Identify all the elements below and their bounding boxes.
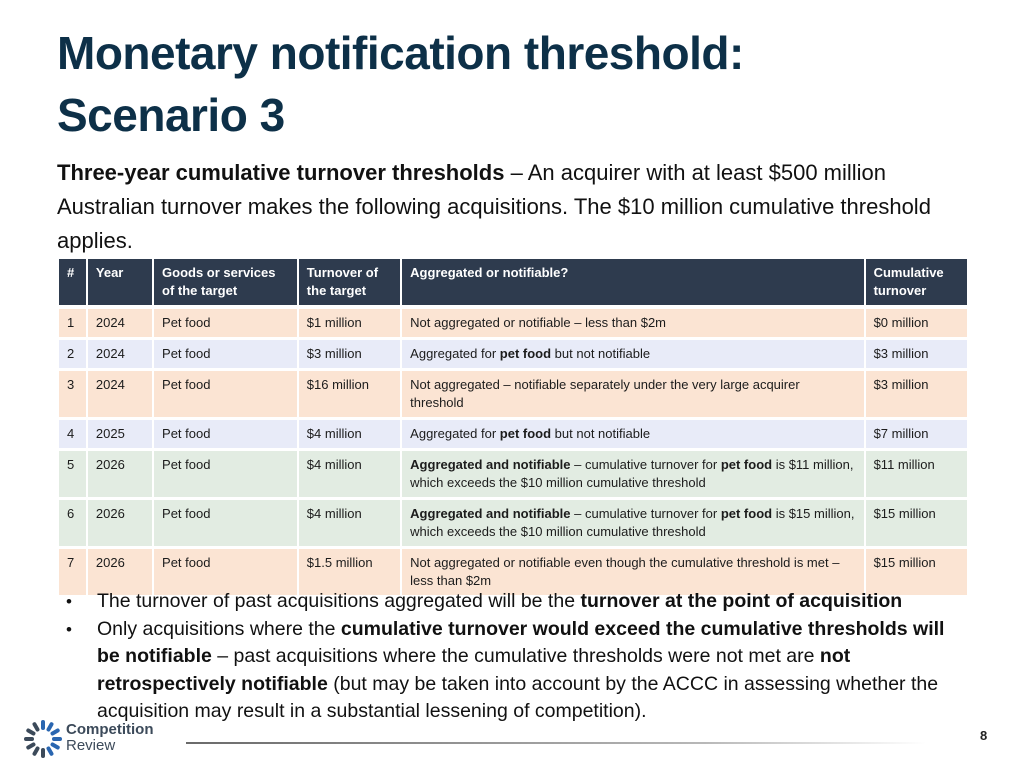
status-text-part: – cumulative turnover for <box>570 506 721 521</box>
bullet-list <box>62 588 962 726</box>
row-number: 5 <box>59 451 86 500</box>
row-goods: Pet food <box>154 500 297 549</box>
table-body <box>59 309 967 598</box>
row-year: 2025 <box>88 420 152 451</box>
row-number: 4 <box>59 420 86 451</box>
row-status <box>402 451 863 500</box>
status-text-part: but not notifiable <box>551 346 651 361</box>
intro-paragraph <box>57 156 977 258</box>
status-text-part: pet food <box>499 426 552 441</box>
row-cumulative: $11 million <box>866 451 967 500</box>
table-row <box>59 500 967 549</box>
column-header: Cumulative turnover <box>866 259 967 309</box>
bullet-item <box>62 588 962 616</box>
row-turnover: $4 million <box>299 420 400 451</box>
row-turnover: $1.5 million <box>299 549 400 598</box>
intro-bold: Three-year cumulative turnover thresholds <box>57 160 505 185</box>
status-text-part: pet food <box>720 457 773 472</box>
column-header: Aggregated or notifiable? <box>402 259 863 309</box>
row-number: 6 <box>59 500 86 549</box>
row-cumulative: $3 million <box>866 371 967 420</box>
column-header: Turnover of the target <box>299 259 400 309</box>
bullet-dot-icon: • <box>66 592 72 611</box>
status-text-part: Not aggregated or notifiable even though the cumulative threshold is met – less than $2m <box>410 555 840 588</box>
row-year: 2024 <box>88 371 152 420</box>
bullet-item <box>62 616 962 726</box>
status-text-part: Aggregated and notifiable <box>410 457 571 472</box>
row-cumulative: $3 million <box>866 340 967 371</box>
row-number: 3 <box>59 371 86 420</box>
status-text-part: Not aggregated – notifiable separately under the very large acquirer threshold <box>410 377 800 410</box>
row-status <box>402 340 863 371</box>
row-goods: Pet food <box>154 309 297 340</box>
row-year: 2026 <box>88 451 152 500</box>
logo-text-line-2: Review <box>66 737 116 754</box>
row-status <box>402 371 863 420</box>
status-text-part: but not notifiable <box>551 426 651 441</box>
status-text-part: is $11 million, which exceeds the $10 million cumulative threshold <box>410 457 854 490</box>
row-goods: Pet food <box>154 340 297 371</box>
title-line-1: Monetary notification threshold: <box>57 27 744 79</box>
intro-text: – An acquirer with at least $500 million Australian turnover makes the following acquisitions. The $10 million cumulative threshold applies. <box>57 160 931 253</box>
row-goods: Pet food <box>154 451 297 500</box>
row-cumulative: $15 million <box>866 549 967 598</box>
logo-text-line-1: Competition <box>66 721 154 738</box>
row-cumulative: $0 million <box>866 309 967 340</box>
row-year: 2026 <box>88 500 152 549</box>
bullet-text-part: The turnover of past acquisitions aggregated will be the <box>97 590 581 612</box>
status-text-part: Aggregated for <box>410 426 500 441</box>
status-text-part: Not aggregated or notifiable – less than $2m <box>410 315 667 330</box>
status-text-part: – cumulative turnover for <box>570 457 721 472</box>
bullet-text-part: cumulative turnover would exceed the cumulative thresholds will be notifiable <box>97 617 945 667</box>
column-header: Year <box>88 259 152 309</box>
column-header: Goods or services of the target <box>154 259 297 309</box>
bullet-dot-icon: • <box>66 619 72 639</box>
table-row <box>59 371 967 420</box>
page-title <box>57 22 997 146</box>
row-cumulative: $7 million <box>866 420 967 451</box>
row-status <box>402 420 863 451</box>
page-number: 8 <box>980 728 988 743</box>
row-status <box>402 309 863 340</box>
title-line-2: Scenario 3 <box>57 89 285 141</box>
status-text-part: is $15 million, which exceeds the $10 million cumulative threshold <box>410 506 855 539</box>
row-turnover: $4 million <box>299 451 400 500</box>
competition-review-logo <box>24 718 154 758</box>
table-row <box>59 420 967 451</box>
row-goods: Pet food <box>154 371 297 420</box>
row-number: 1 <box>59 309 86 340</box>
row-number: 7 <box>59 549 86 598</box>
table-row <box>59 451 967 500</box>
row-turnover: $4 million <box>299 500 400 549</box>
row-goods: Pet food <box>154 549 297 598</box>
bullet-text-part: not retrospectively notifiable <box>97 645 851 695</box>
row-year: 2024 <box>88 309 152 340</box>
bullet-text-part: Only acquisitions where the <box>97 617 341 640</box>
row-year: 2026 <box>88 549 152 598</box>
column-header: # <box>59 259 86 309</box>
row-status <box>402 500 863 549</box>
status-text-part: pet food <box>720 506 773 521</box>
row-goods: Pet food <box>154 420 297 451</box>
bullet-text-part: – past acquisitions where the cumulative thresholds were not met are <box>211 645 820 667</box>
row-year: 2024 <box>88 340 152 371</box>
bullet-text-part: turnover at the point of acquisition <box>580 590 903 612</box>
table-header-row <box>59 259 967 309</box>
footer-divider <box>186 742 926 744</box>
status-text-part: pet food <box>499 346 552 361</box>
status-text-part: Aggregated and notifiable <box>410 506 571 521</box>
status-text-part: Aggregated for <box>410 346 500 361</box>
bullet-text-part: (but may be taken into account by the ACCC in assessing whether the acquisition may result in a substantial lessening of competition). <box>97 672 939 722</box>
row-turnover: $3 million <box>299 340 400 371</box>
row-turnover: $1 million <box>299 309 400 340</box>
table-row <box>59 340 967 371</box>
row-cumulative: $15 million <box>866 500 967 549</box>
table-row <box>59 309 967 340</box>
row-number: 2 <box>59 340 86 371</box>
starburst-logo-icon <box>24 718 62 758</box>
scenario-table <box>57 259 969 598</box>
row-turnover: $16 million <box>299 371 400 420</box>
